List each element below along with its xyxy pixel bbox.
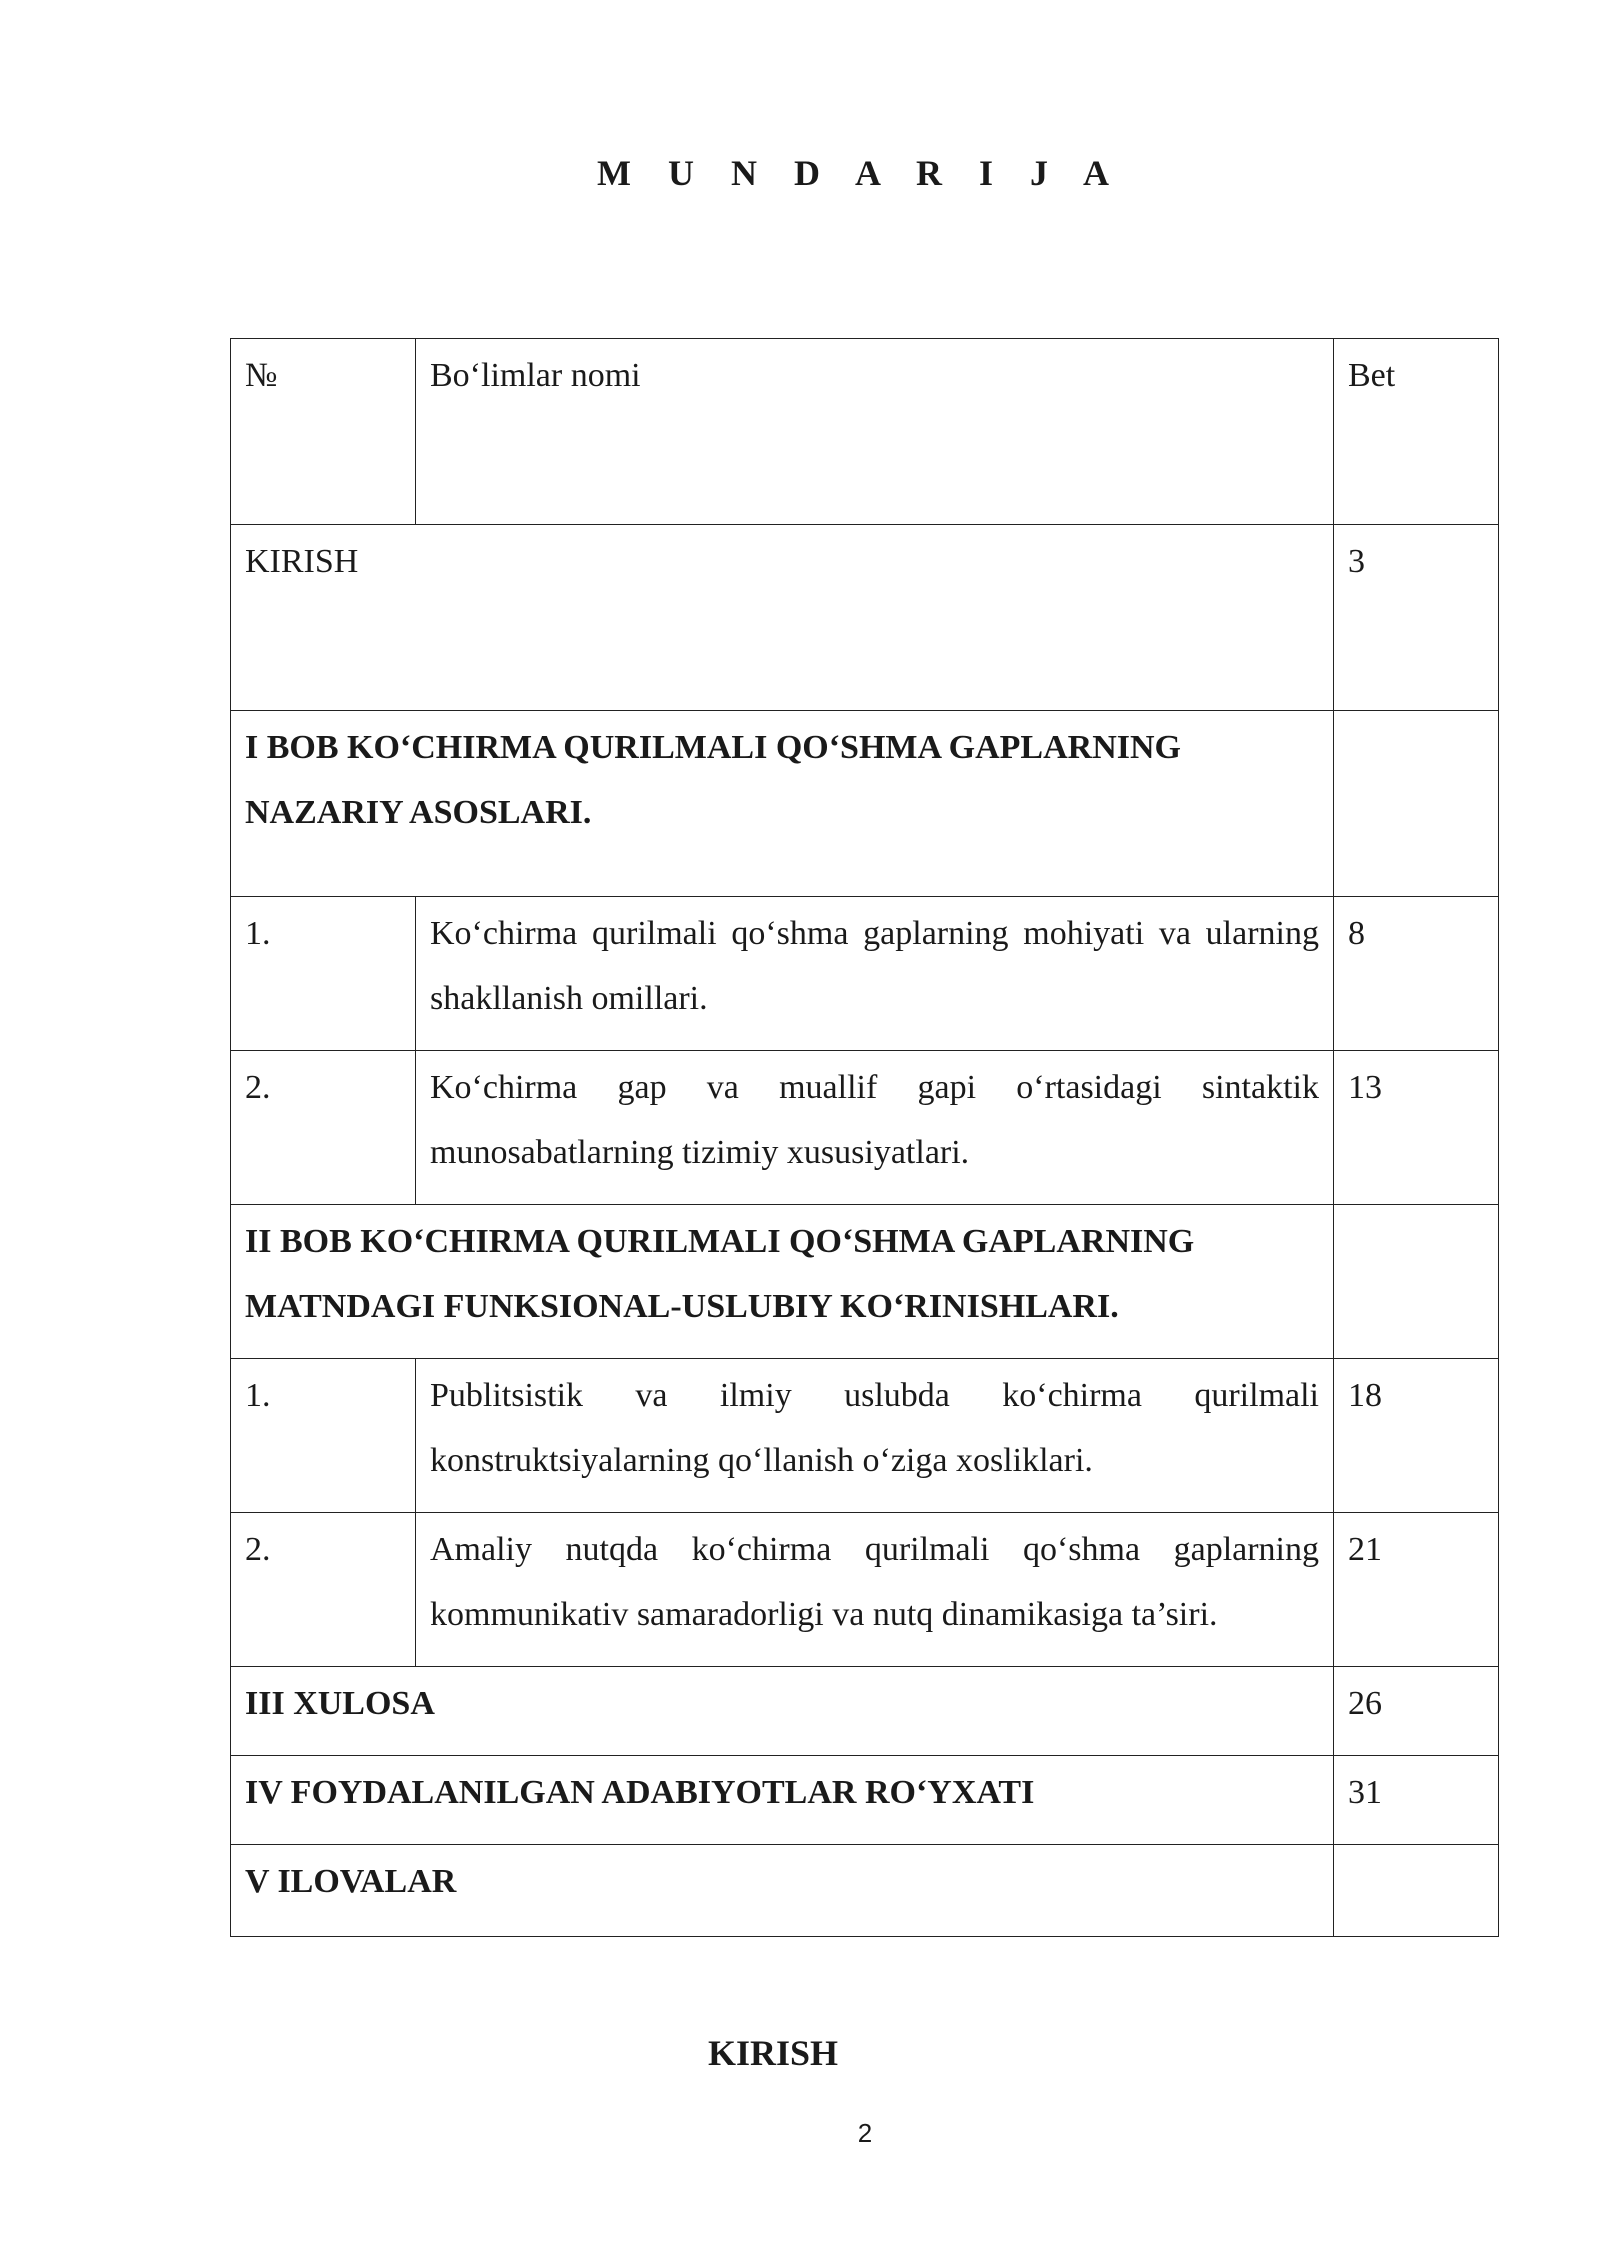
chapter2-page xyxy=(1334,1205,1499,1359)
header-section-name: Bo‘limlar nomi xyxy=(416,339,1334,525)
table-row xyxy=(231,525,1499,711)
table-row xyxy=(231,897,1499,1051)
section-heading: KIRISH xyxy=(707,2033,839,2073)
conclusion-name: III XULOSA xyxy=(231,1667,1334,1756)
chapter2-title: II BOB KO‘CHIRMA QURILMALI QO‘SHMA GAPLARNING MATNDAGI FUNKSIONAL-USLUBIY KO‘RINISHLARI. xyxy=(231,1205,1334,1359)
table-row xyxy=(231,1051,1499,1205)
references-name: IV FOYDALANILGAN ADABIYOTLAR RO‘YXATI xyxy=(231,1756,1334,1845)
intro-name: KIRISH xyxy=(231,525,1334,711)
page-title: M U N D A R I J A xyxy=(596,153,1124,193)
appendix-page xyxy=(1334,1845,1499,1937)
table-row xyxy=(231,1513,1499,1667)
conclusion-page: 26 xyxy=(1334,1667,1499,1756)
section-page: 13 xyxy=(1334,1051,1499,1205)
section-number: 1. xyxy=(231,1359,416,1513)
table-of-contents xyxy=(230,338,1499,1937)
references-page: 31 xyxy=(1334,1756,1499,1845)
table-row xyxy=(231,1359,1499,1513)
section-number: 1. xyxy=(231,897,416,1051)
intro-page: 3 xyxy=(1334,525,1499,711)
table-row xyxy=(231,1845,1499,1937)
section-page: 21 xyxy=(1334,1513,1499,1667)
section-page: 8 xyxy=(1334,897,1499,1051)
section-name: Ko‘chirma qurilmali qo‘shma gaplarning mohiyati va ularning shakllanish omillari. xyxy=(416,897,1334,1051)
chapter1-title: I BOB KO‘CHIRMA QURILMALI QO‘SHMA GAPLARNING NAZARIY ASOSLARI. xyxy=(231,711,1334,897)
section-page: 18 xyxy=(1334,1359,1499,1513)
header-page: Bet xyxy=(1334,339,1499,525)
section-name: Publitsistik va ilmiy uslubda ko‘chirma qurilmali konstruktsiyalarning qo‘llanish o‘ziga xosliklari. xyxy=(416,1359,1334,1513)
chapter1-page xyxy=(1334,711,1499,897)
header-number: № xyxy=(231,339,416,525)
table-row xyxy=(231,1667,1499,1756)
section-name: Ko‘chirma gap va muallif gapi o‘rtasidagi sintaktik munosabatlarning tizimiy xususiyatlari. xyxy=(416,1051,1334,1205)
section-number: 2. xyxy=(231,1513,416,1667)
table-row xyxy=(231,711,1499,897)
section-name: Amaliy nutqda ko‘chirma qurilmali qo‘shma gaplarning kommunikativ samaradorligi va nutq dinamikasiga ta’siri. xyxy=(416,1513,1334,1667)
section-number: 2. xyxy=(231,1051,416,1205)
table-header-row xyxy=(231,339,1499,525)
table-row xyxy=(231,1756,1499,1845)
table-row xyxy=(231,1205,1499,1359)
page-number: 2 xyxy=(857,2118,873,2148)
appendix-name: V ILOVALAR xyxy=(231,1845,1334,1937)
